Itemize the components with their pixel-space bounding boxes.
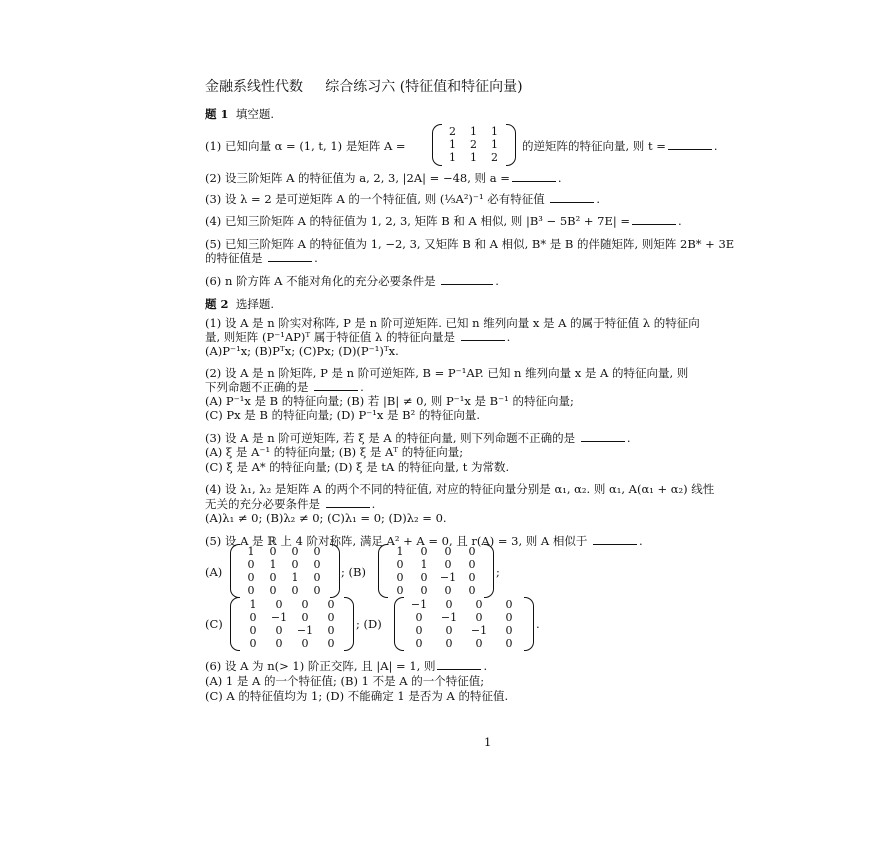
matrix-entry: 0	[415, 611, 423, 624]
matrix-entry: 0	[445, 637, 453, 650]
matrix-left-paren	[378, 544, 388, 598]
matrix-entry: 0	[468, 558, 476, 571]
matrix-entry: 0	[468, 571, 476, 584]
fill-question-3: (3) 设 λ = 2 是可逆矩阵 A 的一个特征值, 则 (⅓A²)⁻¹ 必有特征值 .	[205, 192, 601, 206]
matrix-entry: 1	[470, 151, 477, 164]
matrix-entry: 1	[269, 558, 277, 571]
choice-question-3: (3) 设 A 是 n 阶可逆矩阵, 若 ξ 是 A 的特征向量, 则下列命题不正确的是 .	[205, 431, 631, 445]
fill-question-2: (2) 设三阶矩阵 A 的特征值为 a, 2, 3, |2A| = −48, 则 a = .	[205, 171, 562, 185]
matrix-entry: 0	[327, 598, 335, 611]
fill-question-6: (6) n 阶方阵 A 不能对角化的充分必要条件是 .	[205, 274, 499, 288]
matrix-right-paren	[484, 544, 494, 598]
matrix-entry: −1	[296, 624, 314, 637]
matrix-entry: 2	[491, 151, 498, 164]
matrix-entry: 0	[420, 545, 428, 558]
matrix-entry: 0	[291, 545, 299, 558]
matrix-entry: 0	[249, 637, 257, 650]
choice-question-4-cont: 无关的充分必要条件是 .	[205, 497, 376, 511]
answer-blank	[581, 431, 625, 442]
matrix-entry: 0	[468, 584, 476, 597]
matrix-entry: 0	[269, 545, 277, 558]
answer-blank	[668, 139, 712, 150]
matrix-left-paren	[394, 597, 404, 651]
choice-question-3-optC: (C) ξ 是 A* 的特征向量; (D) ξ 是 tA 的特征向量, t 为常数.	[205, 460, 510, 474]
matrix-entry: −1	[270, 611, 288, 624]
matrix-q1	[432, 124, 516, 166]
option-b-end: ;	[496, 565, 500, 579]
matrix-entry: 0	[291, 558, 299, 571]
page-number: 1	[484, 735, 492, 749]
section2-heading: 题 2 选择题.	[205, 297, 274, 311]
matrix-entry: 0	[475, 611, 483, 624]
answer-blank	[314, 380, 358, 391]
matrix-entry: 1	[249, 598, 257, 611]
section1-heading: 题 1 填空题.	[205, 107, 274, 121]
fill-question-5-cont: 的特征值是 .	[205, 251, 318, 265]
matrix-entry: 0	[420, 584, 428, 597]
matrix-right-paren	[344, 597, 354, 651]
option-c-label: (C)	[205, 617, 223, 631]
matrix-entry: 0	[505, 598, 513, 611]
course-name: 金融系线性代数	[205, 79, 303, 95]
matrix-right-paren	[330, 544, 340, 598]
matrix-entry: 0	[396, 571, 404, 584]
choice-question-2: (2) 设 A 是 n 阶矩阵, P 是 n 阶可逆矩阵, B = P⁻¹AP. 已知 n 维列向量 x 是 A 的特征向量, 则	[205, 366, 689, 380]
matrix-entry: 1	[420, 558, 428, 571]
choice-question-6-optC: (C) A 的特征值均为 1; (D) 不能确定 1 是否为 A 的特征值.	[205, 689, 509, 703]
matrix-entry: 0	[327, 624, 335, 637]
matrix-entry: 0	[275, 624, 283, 637]
matrix-entry: −1	[470, 624, 488, 637]
choice-question-1: (1) 设 A 是 n 阶实对称阵, P 是 n 阶可逆矩阵. 已知 n 维列向量 x 是 A 的属于特征值 λ 的特征向	[205, 316, 700, 330]
matrix-entry: 0	[420, 571, 428, 584]
matrix-entry: 1	[491, 125, 498, 138]
matrix-entry: 0	[313, 571, 321, 584]
matrix-left-paren	[230, 597, 240, 651]
choice-question-2-cont: 下列命题不正确的是 .	[205, 380, 364, 394]
matrix-entry: 0	[275, 637, 283, 650]
matrix-entry: 0	[291, 584, 299, 597]
matrix-entry: 0	[415, 624, 423, 637]
choice-question-1-cont: 量, 则矩阵 (P⁻¹AP)ᵀ 属于特征值 λ 的特征向量是 .	[205, 330, 511, 344]
matrix-entry: 0	[249, 611, 257, 624]
matrix-table	[240, 545, 328, 597]
matrix-entry: 0	[396, 584, 404, 597]
answer-blank	[441, 274, 493, 285]
matrix-entry: 0	[396, 558, 404, 571]
option-d-label: ; (D)	[356, 617, 382, 631]
matrix-entry: −1	[439, 571, 457, 584]
choice-question-1-options: (A)P⁻¹x; (B)Pᵀx; (C)Px; (D)(P⁻¹)ᵀx.	[205, 344, 399, 358]
matrix-entry: 0	[327, 637, 335, 650]
matrix-left-paren	[230, 544, 240, 598]
matrix-entry: 0	[247, 571, 255, 584]
matrix-entry: 0	[468, 545, 476, 558]
matrix-entry: 0	[313, 584, 321, 597]
matrix-entry: 0	[269, 571, 277, 584]
matrix-entry: 0	[445, 624, 453, 637]
choice-question-4-options: (A)λ₁ ≠ 0; (B)λ₂ ≠ 0; (C)λ₁ = 0; (D)λ₂ = 0.	[205, 511, 447, 525]
choice-question-6-optA: (A) 1 是 A 的一个特征值; (B) 1 不是 A 的一个特征值;	[205, 674, 485, 688]
matrix-entry: 0	[247, 584, 255, 597]
matrix-entry: 0	[247, 558, 255, 571]
matrix-entry: 1	[470, 125, 477, 138]
matrix-option-d	[394, 597, 534, 651]
matrix-entry: 0	[301, 637, 309, 650]
matrix-table	[404, 598, 524, 650]
matrix-entry: 0	[249, 624, 257, 637]
choice-question-2-optC: (C) Px 是 B 的特征向量; (D) P⁻¹x 是 B² 的特征向量.	[205, 408, 481, 422]
matrix-entry: 2	[449, 125, 456, 138]
choice-question-3-optA: (A) ξ 是 A⁻¹ 的特征向量; (B) ξ 是 Aᵀ 的特征向量;	[205, 445, 464, 459]
answer-blank	[461, 330, 505, 341]
matrix-entry: 0	[505, 624, 513, 637]
matrix-left-paren	[432, 124, 442, 166]
matrix-entry: −1	[440, 611, 458, 624]
fill-question-1-tail: 的逆矩阵的特征向量, 则 t = .	[522, 139, 718, 153]
matrix-entry: 0	[313, 558, 321, 571]
matrix-entry: −1	[410, 598, 428, 611]
matrix-entry: 0	[327, 611, 335, 624]
choice-question-4: (4) 设 λ₁, λ₂ 是矩阵 A 的两个不同的特征值, 对应的特征向量分别是 α₁, α₂. 则 α₁, A(α₁ + α₂) 线性	[205, 482, 715, 496]
matrix-entry: 1	[247, 545, 255, 558]
option-d-end: .	[536, 617, 540, 631]
choice-question-2-optA: (A) P⁻¹x 是 B 的特征向量; (B) 若 |B| ≠ 0, 则 P⁻¹x 是 B⁻¹ 的特征向量;	[205, 394, 574, 408]
option-a-label: (A)	[205, 565, 223, 579]
choice-question-6: (6) 设 A 为 n(> 1) 阶正交阵, 且 |A| = 1, 则 .	[205, 659, 488, 673]
matrix-entry: 0	[415, 637, 423, 650]
matrix-option-b	[378, 544, 494, 598]
matrix-right-paren	[506, 124, 516, 166]
matrix-table	[388, 545, 484, 597]
fill-question-5: (5) 已知三阶矩阵 A 的特征值为 1, −2, 3, 又矩阵 B 和 A 相似, B* 是 B 的伴随矩阵, 则矩阵 2B* + 3E	[205, 237, 735, 251]
matrix-entry: 1	[291, 571, 299, 584]
matrix-entry: 1	[449, 138, 456, 151]
matrix-entry: 1	[449, 151, 456, 164]
answer-blank	[326, 497, 370, 508]
matrix-entry: 1	[396, 545, 404, 558]
matrix-entry: 0	[301, 598, 309, 611]
matrix-entry: 0	[475, 598, 483, 611]
matrix-right-paren	[524, 597, 534, 651]
matrix-entry: 0	[475, 637, 483, 650]
fill-question-4: (4) 已知三阶矩阵 A 的特征值为 1, 2, 3, 矩阵 B 和 A 相似, 则 |B³ − 5B² + 7E| = .	[205, 214, 682, 228]
matrix-entry: 0	[313, 545, 321, 558]
matrix-table	[240, 598, 344, 650]
answer-blank	[593, 534, 637, 545]
answer-blank	[437, 659, 481, 670]
matrix-entry: 0	[269, 584, 277, 597]
matrix-entry: 0	[301, 611, 309, 624]
matrix-entry: 0	[505, 637, 513, 650]
matrix-entry: 1	[491, 138, 498, 151]
matrix-table	[442, 125, 505, 164]
matrix-entry: 0	[275, 598, 283, 611]
answer-blank	[268, 251, 312, 262]
matrix-entry: 0	[444, 558, 452, 571]
matrix-option-c	[230, 597, 354, 651]
matrix-entry: 0	[505, 611, 513, 624]
matrix-entry: 2	[470, 138, 477, 151]
answer-blank	[512, 171, 556, 182]
fill-question-1: (1) 已知向量 α = (1, t, 1) 是矩阵 A =	[205, 139, 406, 153]
option-b-label: ; (B)	[341, 565, 366, 579]
answer-blank	[632, 214, 676, 225]
answer-blank	[550, 192, 594, 203]
matrix-entry: 0	[444, 545, 452, 558]
matrix-entry: 0	[445, 598, 453, 611]
page-header	[205, 80, 523, 94]
matrix-option-a	[230, 544, 340, 598]
choice-question-5: (5) 设 A 是 ℝ 上 4 阶对称阵, 满足 A² + A = 0, 且 r(A) = 3, 则 A 相似于 .	[205, 534, 643, 548]
matrix-entry: 0	[444, 584, 452, 597]
page-title: 综合练习六 (特征值和特征向量)	[325, 79, 523, 95]
